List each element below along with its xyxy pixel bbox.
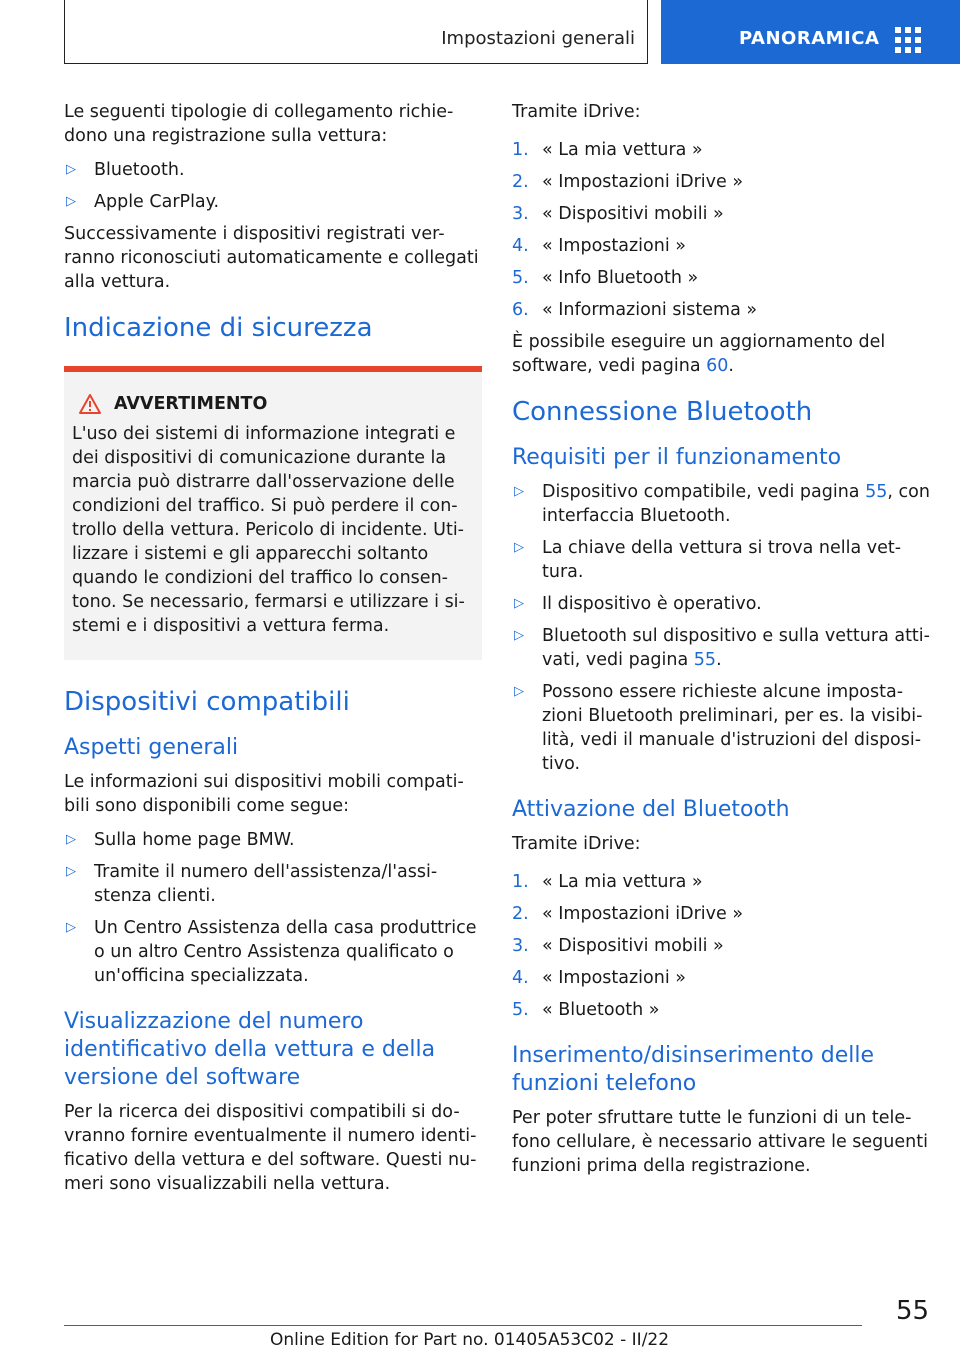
step-item: 2. « Impostazioni iDrive » xyxy=(512,172,744,192)
list-item: ▷ Bluetooth sul dispositivo e sulla vettura atti-vati, vedi pagina 55. xyxy=(514,626,930,670)
step-item: 5. « Info Bluetooth » xyxy=(512,268,699,288)
general-text: Le informazioni sui dispositivi mobili compati-bili sono disponibili come segue: xyxy=(64,772,464,816)
section-title: Impostazioni generali xyxy=(441,28,635,49)
overview-nav-button[interactable] xyxy=(661,0,960,64)
page-link[interactable]: 60 xyxy=(706,356,729,376)
bullet-triangle-icon: ▷ xyxy=(66,162,76,177)
list-item: ▷ Apple CarPlay. xyxy=(66,192,220,212)
header-section-box xyxy=(64,0,648,64)
bullet-triangle-icon: ▷ xyxy=(514,596,524,611)
bullet-triangle-icon: ▷ xyxy=(514,628,524,643)
step-item: 6. « Informazioni sistema » xyxy=(512,300,758,320)
list-item: ▷ Tramite il numero dell'assistenza/l'assi-stenza clienti. xyxy=(66,862,438,906)
requirements-heading: Requisiti per il funzionamento xyxy=(512,445,842,470)
bluetooth-heading: Connessione Bluetooth xyxy=(512,397,813,427)
step-item: 1. « La mia vettura » xyxy=(512,872,703,892)
right-column xyxy=(512,100,932,1188)
bullet-triangle-icon: ▷ xyxy=(66,920,76,935)
general-heading: Aspetti generali xyxy=(64,735,239,760)
edition-text: Online Edition for Part no. 01405A53C02 - II/22 xyxy=(270,1330,670,1350)
idrive-label-2: Tramite iDrive: xyxy=(512,834,641,854)
bullet-triangle-icon: ▷ xyxy=(514,540,524,555)
bullet-triangle-icon: ▷ xyxy=(514,484,524,499)
warning-title: AVVERTIMENTO xyxy=(114,394,268,414)
intro-after-text: Successivamente i dispositivi registrati ver-ranno riconosciuti automaticamente e collegati alla vettura. xyxy=(64,224,479,292)
display-heading: Visualizzazione del numero identificativo della vettura e della versione del software xyxy=(64,1009,436,1090)
idrive-label: Tramite iDrive: xyxy=(512,102,641,122)
compat-heading: Dispositivi compatibili xyxy=(64,687,350,717)
step-item: 3. « Dispositivi mobili » xyxy=(512,936,724,956)
warning-triangle-icon xyxy=(78,393,102,415)
bullet-triangle-icon: ▷ xyxy=(66,832,76,847)
step-item: 4. « Impostazioni » xyxy=(512,968,686,988)
step-item: 1. « La mia vettura » xyxy=(512,140,703,160)
warning-text: L'uso dei sistemi di informazione integrati e dei dispositivi di comunicazione durante la marcia può distrarre dall'osservazione delle condizioni del traffico. Si può perdere il con-trollo della vettura. Pericolo di incidente. Uti-lizzare i sistemi e gli apparecchi soltanto quando le condizioni del traffico lo consen-tono. Se necessario, fermarsi e utilizzare i si-stemi e i dispositivi a vettura ferma. xyxy=(72,424,465,636)
activation-heading: Attivazione del Bluetooth xyxy=(512,797,790,822)
overview-nav-label[interactable]: PANORAMICA xyxy=(739,28,880,49)
page-link[interactable]: 55 xyxy=(865,482,888,502)
list-item: ▷ Bluetooth. xyxy=(66,160,185,180)
list-item: ▷ Dispositivo compatibile, vedi pagina 55, con interfaccia Bluetooth. xyxy=(514,482,930,526)
page-number: 55 xyxy=(896,1296,930,1326)
safety-heading: Indicazione di sicurezza xyxy=(64,313,373,343)
step-item: 3. « Dispositivi mobili » xyxy=(512,204,724,224)
list-item: ▷ Sulla home page BMW. xyxy=(66,830,295,850)
update-text: È possibile eseguire un aggiornamento del software, vedi pagina 60. xyxy=(512,332,886,376)
page-link[interactable]: 55 xyxy=(693,650,717,670)
list-item: ▷ Un Centro Assistenza della casa produttrice o un altro Centro Assistenza qualificato o un'officina specializzata. xyxy=(66,918,477,986)
bullet-triangle-icon: ▷ xyxy=(66,864,76,879)
phone-heading: Inserimento/disinserimento delle funzioni telefono xyxy=(512,1043,874,1096)
step-item: 5. « Bluetooth » xyxy=(512,1000,660,1020)
phone-text: Per poter sfruttare tutte le funzioni di un tele-fono cellulare, è necessario attivare le seguenti funzioni prima della registrazione. xyxy=(512,1108,928,1176)
grid-icon[interactable] xyxy=(895,27,923,53)
warning-box xyxy=(64,366,482,660)
left-column xyxy=(64,100,482,1206)
footer-divider xyxy=(64,1325,862,1326)
intro-text: Le seguenti tipologie di collegamento richie-dono una registrazione sulla vettura: xyxy=(64,102,454,146)
bullet-triangle-icon: ▷ xyxy=(66,194,76,209)
list-item: ▷ La chiave della vettura si trova nella vet-tura. xyxy=(514,538,902,582)
bullet-triangle-icon: ▷ xyxy=(514,684,524,699)
step-item: 2. « Impostazioni iDrive » xyxy=(512,904,744,924)
list-item: ▷ Possono essere richieste alcune imposta-zioni Bluetooth preliminari, per es. la visibi-lità, vedi il manuale d'istruzioni del disposi-tivo. xyxy=(514,682,923,774)
step-item: 4. « Impostazioni » xyxy=(512,236,686,256)
list-item: ▷ Il dispositivo è operativo. xyxy=(514,594,762,614)
display-text: Per la ricerca dei dispositivi compatibili si do-vranno fornire eventualmente il numero identi-ficativo della vettura e del software. Questi nu-meri sono visualizzabili nella vettura. xyxy=(64,1102,477,1194)
